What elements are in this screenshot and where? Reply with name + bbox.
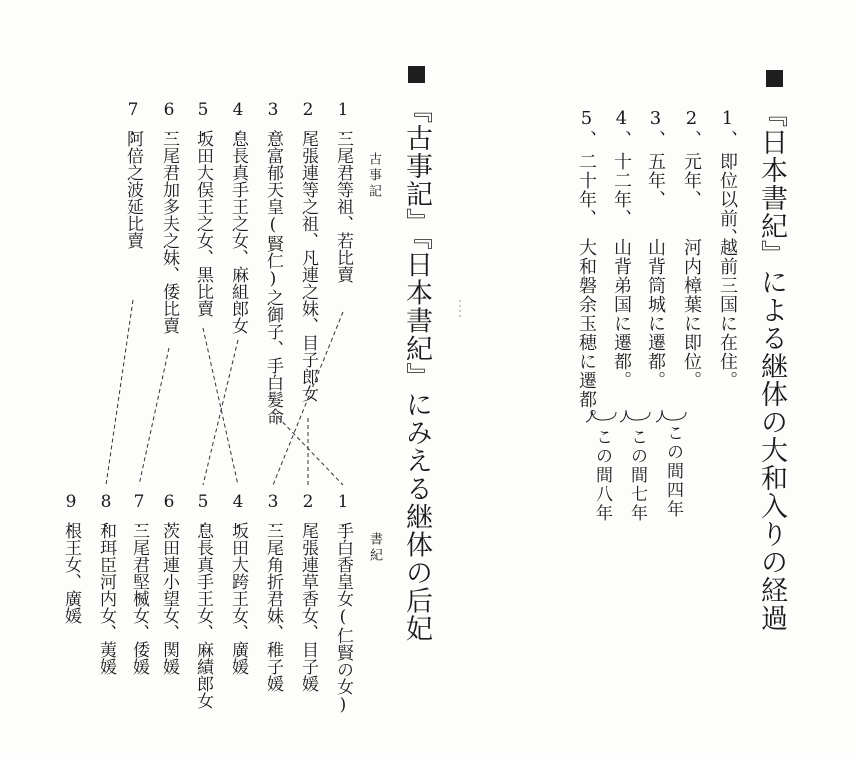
shoki-number: 3. (263, 492, 283, 532)
entry-time: 五年、 (645, 152, 666, 209)
kojiki-number: 6. (159, 100, 179, 140)
link-k1-s3 (273, 312, 343, 485)
shoki-name: 根王女、廣媛 (61, 522, 81, 624)
kojiki-number: 1. (333, 100, 353, 140)
entry-number: 4、 (611, 108, 632, 149)
shoki-name: 尾張連草香女、目子媛 (298, 522, 318, 692)
kojiki-number: 4. (228, 100, 248, 140)
section2-title: 『古事記』『日本書紀』にみえる継体の后妃 (401, 96, 432, 643)
shoki-name: 茨田連小望女、関媛 (159, 522, 179, 675)
shoki-name: 手白香皇女(仁賢の女) (333, 522, 353, 715)
entry-number: 1、 (717, 108, 738, 149)
kojiki-number: 5. (193, 100, 213, 140)
entry-event: 越前三国に在住。 (717, 238, 738, 390)
kojiki-name: 尾張連等之祖、凡連之妹、目子郎女 (298, 130, 318, 402)
entry-event: 大和磐余玉穂に遷都。 (576, 238, 597, 428)
entry-number: 3、 (645, 108, 666, 149)
shoki-name: 和珥臣河内女、荑媛 (96, 522, 116, 675)
kojiki-number: 7. (123, 100, 143, 140)
shoki-number: 4. (228, 492, 248, 532)
kojiki-name: 坂田大俣王之女、黒比賣 (193, 130, 213, 317)
entry-number: 2、 (681, 108, 702, 149)
kojiki-name: 三尾君等祖、若比賣 (333, 130, 353, 283)
entry-number: 5、 (576, 108, 597, 149)
kojiki-label: 古事記 (366, 152, 381, 200)
kojiki-name: 三尾君加多夫之妹、倭比賣 (159, 130, 179, 334)
shoki-number: 1. (333, 492, 353, 532)
link-k6-s7 (139, 348, 169, 485)
shoki-label: 書紀 (367, 532, 382, 564)
section1-title: 『日本書紀』による継体の大和入りの経過 (756, 100, 787, 632)
entry-event: 山背弟国に遷都。 (611, 238, 632, 390)
entry-time: 十二年、 (611, 152, 632, 228)
kojiki-name: 意富郁天皇(賢仁)之御子、手白髮命 (263, 130, 283, 425)
shoki-name: 三尾角折君妹、稚子媛 (263, 522, 283, 692)
shoki-name: 息長真手王女、麻績郎女 (193, 522, 213, 709)
interval-label-1: この間四年 (663, 424, 683, 519)
shoki-name: 坂田大跨王女、廣媛 (228, 522, 248, 675)
entry-time: 二十年、 (576, 152, 597, 228)
entry-time: 即位以前、 (717, 152, 738, 247)
link-k7-s8 (106, 300, 133, 485)
kojiki-name: 阿倍之波延比賣 (123, 130, 143, 249)
interval-label-2: この間七年 (627, 428, 647, 523)
entry-event: 河内樟葉に即位。 (681, 238, 702, 390)
entry-event: 山背筒城に遷都。 (645, 238, 666, 390)
shoki-name: 三尾君堅楲女、倭媛 (129, 522, 149, 675)
shoki-number: 8. (96, 492, 116, 532)
shoki-number: 7. (129, 492, 149, 532)
interval-label-3: この間八年 (592, 428, 612, 523)
kojiki-name: 息長真手王之女、麻組郎女 (228, 130, 248, 334)
shoki-number: 6. (159, 492, 179, 532)
kojiki-number: 3. (263, 100, 283, 140)
shoki-number: 9. (61, 492, 81, 532)
entry-time: 元年、 (681, 152, 702, 209)
shoki-number: 2. (298, 492, 318, 532)
link-k5-s4 (203, 328, 238, 485)
link-k4-s5 (203, 340, 238, 485)
shoki-number: 5. (193, 492, 213, 532)
kojiki-number: 2. (298, 100, 318, 140)
